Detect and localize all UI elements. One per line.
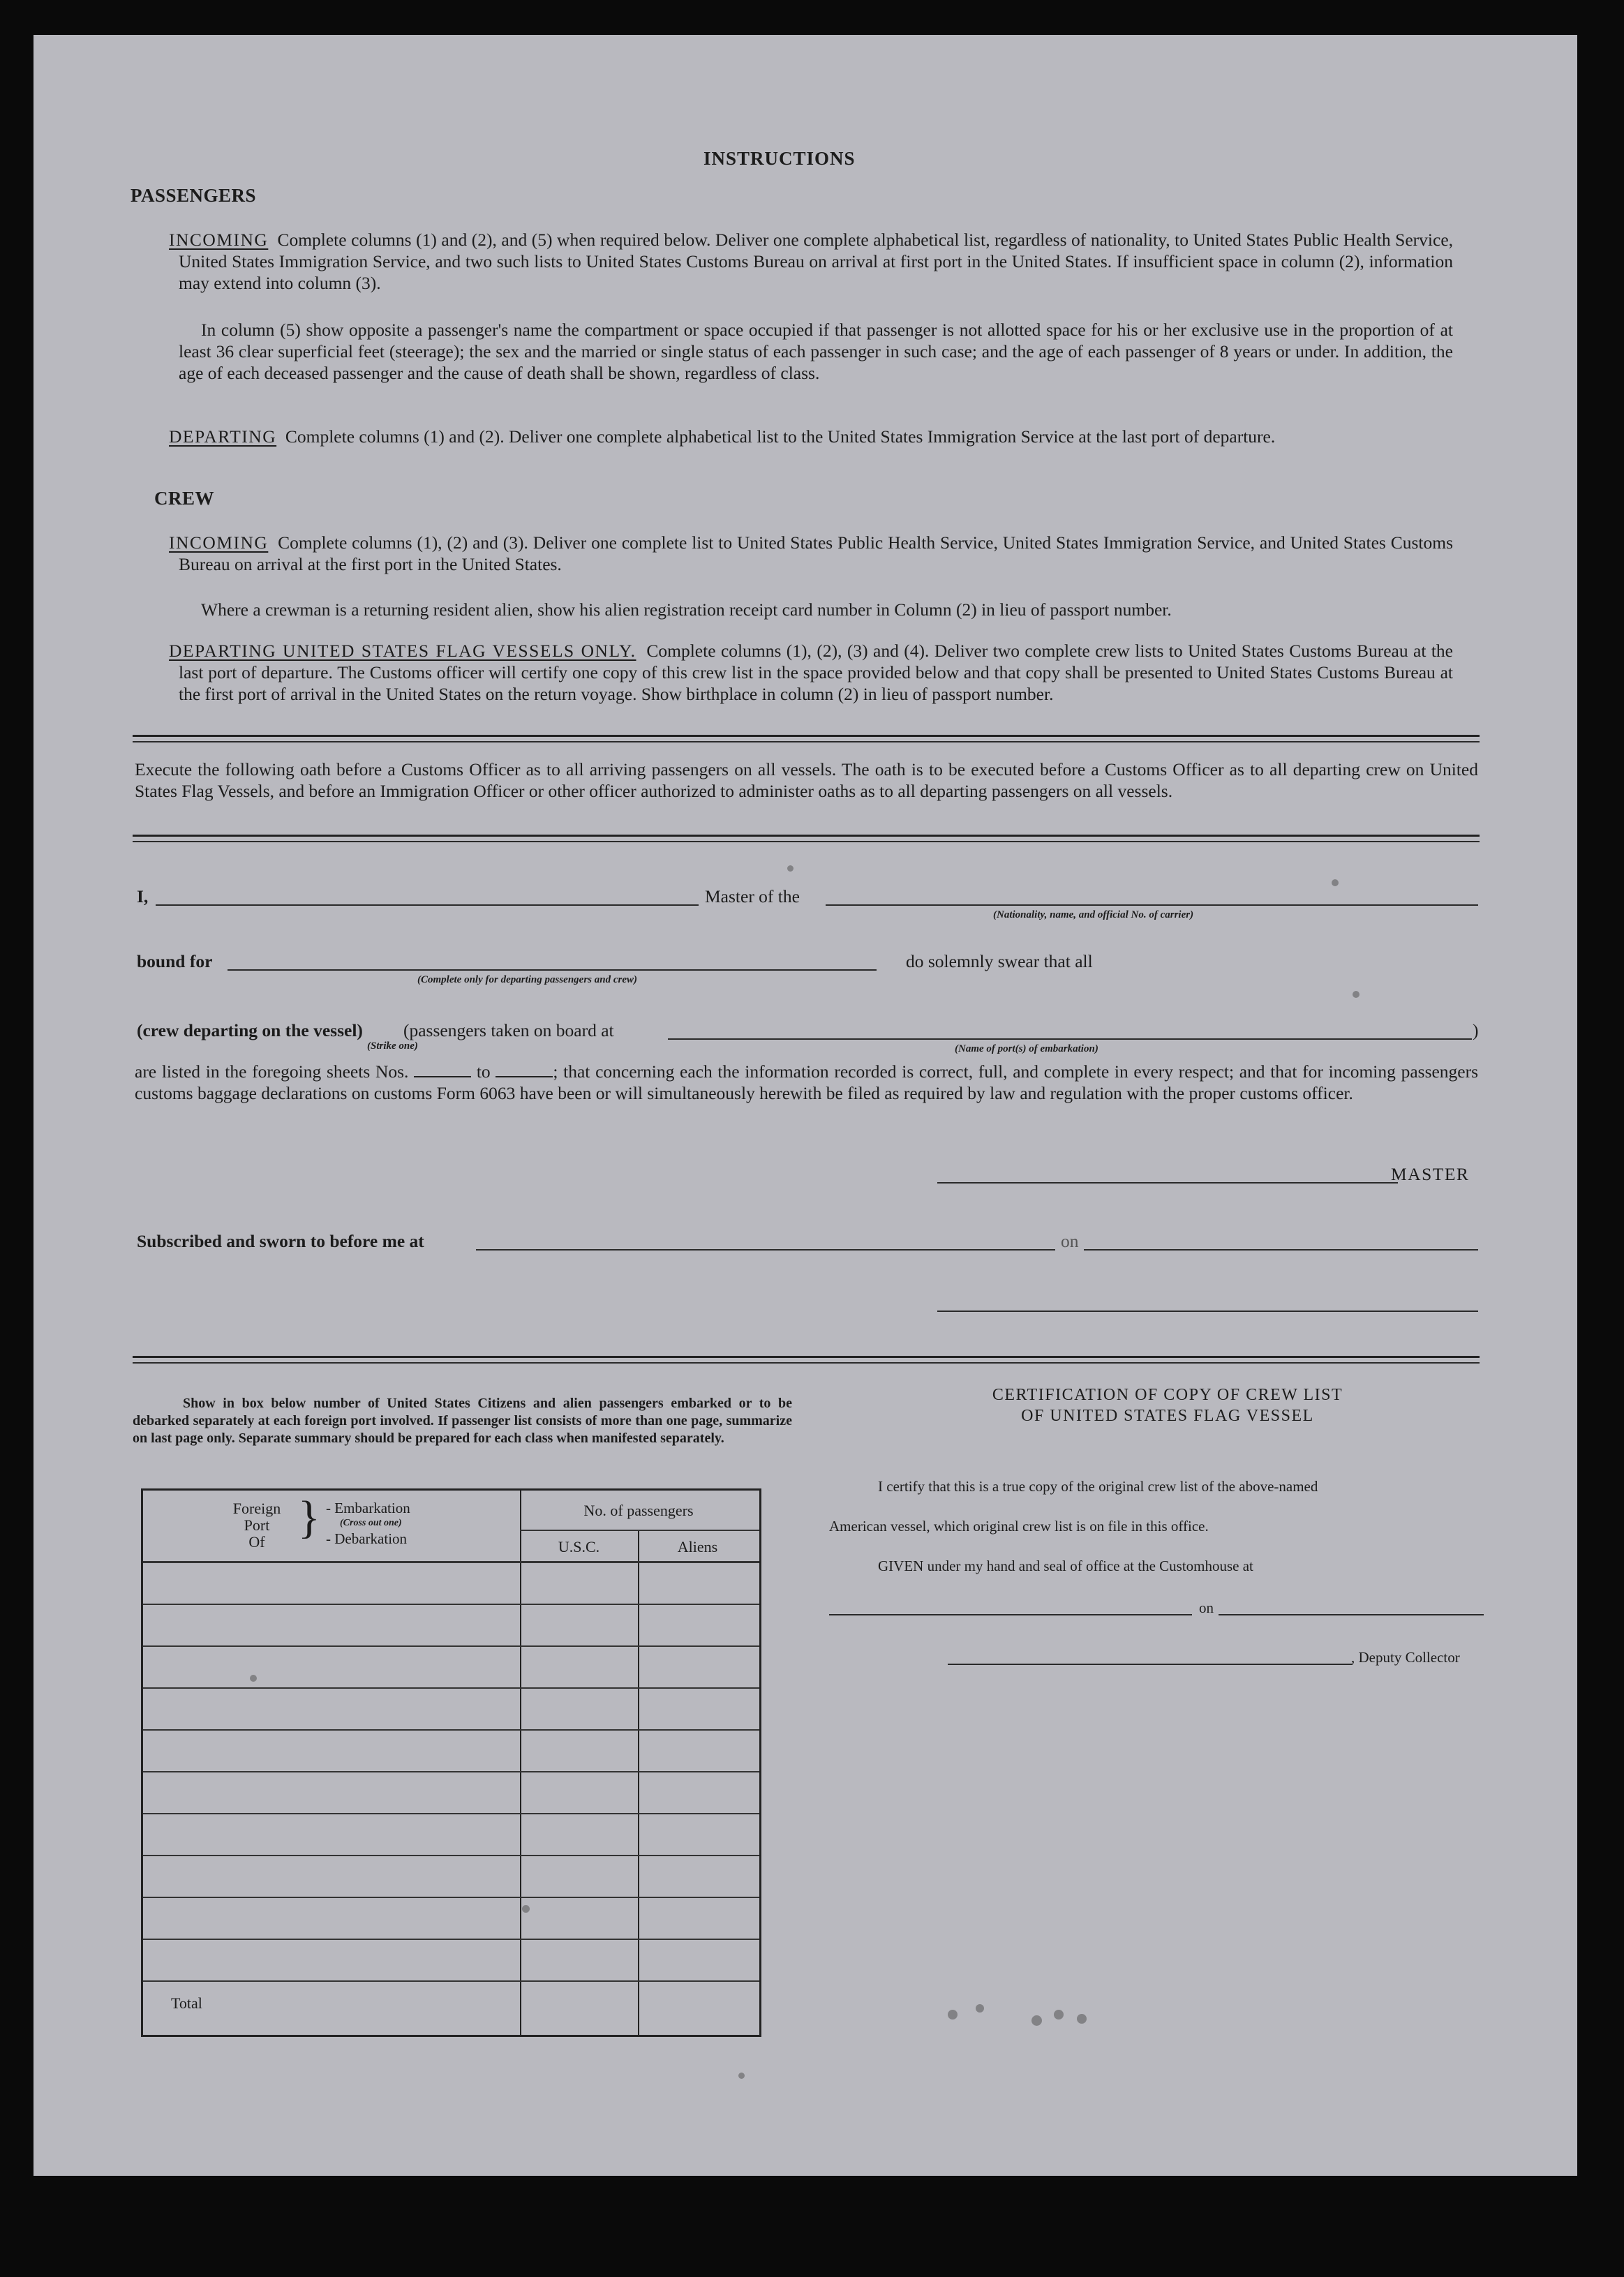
scan-speck <box>787 865 794 872</box>
cert-on-word: on <box>1199 1599 1214 1616</box>
scan-speck <box>948 2010 958 2020</box>
american-vessel-text: American vessel, which original crew list is on file in this office. <box>829 1518 1209 1535</box>
table-col-divider <box>520 1491 521 2035</box>
master-signature-line[interactable] <box>937 1182 1398 1184</box>
scan-speck <box>976 2004 984 2013</box>
listed-paragraph <box>135 1061 1478 1104</box>
listed-prefix: are listed in the foregoing sheets Nos. <box>135 1061 409 1082</box>
cross-out-caption: (Cross out one) <box>340 1518 402 1528</box>
divider <box>133 741 1480 742</box>
departing-us-paragraph <box>169 640 1454 705</box>
crew-incoming-label: INCOMING <box>169 532 269 553</box>
sheet-to-blank[interactable] <box>496 1076 553 1077</box>
table-header-bottom <box>143 1561 759 1563</box>
master-name-line[interactable] <box>156 904 699 906</box>
aliens-header: Aliens <box>677 1538 718 1555</box>
summary-intro: Show in box below number of United States Citizens and alien passengers embarked or to be debarked separately at each foreign port involved. If passenger list consists of more than one page, summarize on last page only. Separate summary should be prepared for each class when manifested separately. <box>133 1396 792 1446</box>
foreign-port-of-label <box>225 1500 288 1551</box>
divider <box>133 835 1480 837</box>
departing-text: Complete columns (1) and (2). Deliver one complete alphabetical list to the United States Immigration Service at the last port of departure. <box>285 426 1276 447</box>
subscribed-date-line[interactable] <box>1084 1249 1478 1251</box>
divider <box>133 1356 1480 1358</box>
subscribed-label: Subscribed and sworn to before me at <box>137 1231 424 1251</box>
master-of-the-label: Master of the <box>705 886 800 906</box>
departing-us-label: DEPARTING UNITED STATES FLAG VESSELS ONLY. <box>169 641 636 661</box>
scan-speck <box>1054 2010 1064 2020</box>
crew-incoming-text: Complete columns (1), (2) and (3). Deliver one complete list to United States Public Health Service, United States Immigration Service, and United States Customs Bureau on arrival at the first port in the United States. <box>179 532 1453 574</box>
master-label: MASTER <box>1391 1164 1470 1184</box>
scan-speck <box>738 2073 745 2079</box>
foreign-word: Foreign <box>232 1500 281 1517</box>
incoming-label: INCOMING <box>169 230 269 250</box>
crew-departing-option: (crew departing on the vessel) <box>137 1020 363 1040</box>
listed-suffix: ; that concerning each the information recorded is correct, full, and complete in every respect; and that for incoming passengers customs baggage declarations on customs Form 6063 have been or will simultaneously herewith be filed as required by law and regulation with the proper customs officer. <box>135 1061 1479 1103</box>
to-word: to <box>476 1061 491 1082</box>
embarkation-option: - Embarkation <box>326 1500 410 1516</box>
scan-speck <box>1077 2014 1087 2024</box>
table-row-line <box>143 1897 759 1898</box>
column5-paragraph: In column (5) show opposite a passenger's name the compartment or space occupied if that passenger is not allotted space for his or her exclusive use in the proportion of at least 36 clear superficial feet (steerage); the sex and the married or single status of each passenger in such case; and the age of each passenger of 8 years or under. In addition, the age of each deceased passenger and the cause of death shall be shown, regardless of class. <box>179 320 1453 383</box>
table-row-line <box>143 1939 759 1940</box>
close-paren: ) <box>1473 1020 1479 1040</box>
carrier-line[interactable] <box>826 904 1478 906</box>
table-row-line <box>143 1771 759 1772</box>
departing-us-text: Complete columns (1), (2), (3) and (4). Deliver two complete crew lists to United States Customs Bureau at the last port of departure. The Customs officer will certify one copy of this crew list in the space provided below and that copy shall be presented to United States Customs Bureau at the first port of arrival in the United States on the return voyage. Show birthplace in column (2) in lieu of passport number. <box>179 641 1454 704</box>
form-page <box>33 35 1577 2176</box>
i-label: I, <box>137 886 149 906</box>
passengers-departing-paragraph <box>169 426 1453 447</box>
no-of-passengers-header: No. of passengers <box>583 1502 694 1519</box>
passengers-heading: PASSENGERS <box>131 185 257 206</box>
crew-heading: CREW <box>154 488 215 509</box>
deputy-collector-line[interactable] <box>948 1664 1353 1665</box>
scan-speck <box>250 1675 257 1682</box>
crewman-paragraph: Where a crewman is a returning resident alien, show his alien registration receipt card number in Column (2) in lieu of passport number. <box>201 599 1172 620</box>
scan-speck <box>1031 2015 1042 2026</box>
subscribed-on-word: on <box>1061 1231 1079 1251</box>
cert-date-line[interactable] <box>1219 1614 1484 1615</box>
bound-for-line[interactable] <box>228 969 877 971</box>
table-row-line <box>143 1980 759 1982</box>
crew-incoming-paragraph <box>169 532 1453 575</box>
passengers-incoming-paragraph <box>169 229 1454 294</box>
table-col-divider <box>638 1530 639 2035</box>
summary-table <box>141 1488 761 2037</box>
sheet-from-blank[interactable] <box>414 1076 471 1077</box>
port-word: Port <box>244 1516 270 1534</box>
divider <box>133 841 1480 842</box>
customhouse-line[interactable] <box>829 1614 1192 1615</box>
ports-line[interactable] <box>668 1038 1472 1040</box>
deputy-collector-label: , Deputy Collector <box>1351 1649 1460 1666</box>
table-header-line <box>520 1530 759 1531</box>
brace-icon: } <box>298 1492 320 1543</box>
complete-only-caption: (Complete only for departing passengers and crew) <box>417 974 637 985</box>
oath-intro: Execute the following oath before a Customs Officer as to all arriving passengers on all vessels. The oath is to be executed before a Customs Officer as to all departing crew on United States Flag Vessels, and before an Immigration Officer or other officer authorized to administer oaths as to all departing passengers on all vessels. <box>135 759 1478 801</box>
embark-debark-options <box>326 1500 410 1546</box>
table-row-line <box>143 1855 759 1856</box>
scan-speck <box>522 1905 530 1913</box>
divider <box>133 1362 1480 1364</box>
nationality-caption: (Nationality, name, and official No. of carrier) <box>993 909 1194 920</box>
officer-signature-line[interactable] <box>937 1311 1478 1312</box>
table-row-line <box>143 1604 759 1605</box>
table-row-line <box>143 1813 759 1814</box>
bound-for-label: bound for <box>137 951 213 971</box>
of-word: Of <box>248 1533 265 1551</box>
subscribed-place-line[interactable] <box>476 1249 1055 1251</box>
table-row-line <box>143 1645 759 1647</box>
departing-label: DEPARTING <box>169 426 277 447</box>
scan-speck <box>1353 991 1359 998</box>
passengers-taken-option: (passengers taken on board at <box>403 1020 614 1040</box>
certification-title-1: CERTIFICATION OF COPY OF CREW LIST <box>992 1386 1343 1404</box>
scan-speck <box>1332 879 1339 886</box>
total-label: Total <box>171 1994 202 2012</box>
divider <box>133 735 1480 737</box>
usc-header: U.S.C. <box>558 1538 600 1555</box>
given-text: GIVEN under my hand and seal of office at the Customhouse at <box>878 1558 1253 1574</box>
solemnly-swear-text: do solemnly swear that all <box>906 951 1093 971</box>
table-row-line <box>143 1729 759 1731</box>
instructions-title: INSTRUCTIONS <box>703 148 856 169</box>
certification-title-2: OF UNITED STATES FLAG VESSEL <box>1021 1407 1314 1425</box>
table-row-line <box>143 1687 759 1689</box>
ports-caption: (Name of port(s) of embarkation) <box>955 1043 1098 1054</box>
incoming-text: Complete columns (1) and (2), and (5) when required below. Deliver one complete alphabetical list, regardless of nationality, to United States Public Health Service, United States Immigration Service, and two such lists to United States Customs Bureau on arrival at first port in the United States. If insufficient space in column (2), information may extend into column (3). <box>179 230 1454 293</box>
certify-text: I certify that this is a true copy of the original crew list of the above-named <box>878 1478 1318 1495</box>
strike-one-caption: (Strike one) <box>367 1040 418 1052</box>
debarkation-option: - Debarkation <box>326 1530 408 1547</box>
